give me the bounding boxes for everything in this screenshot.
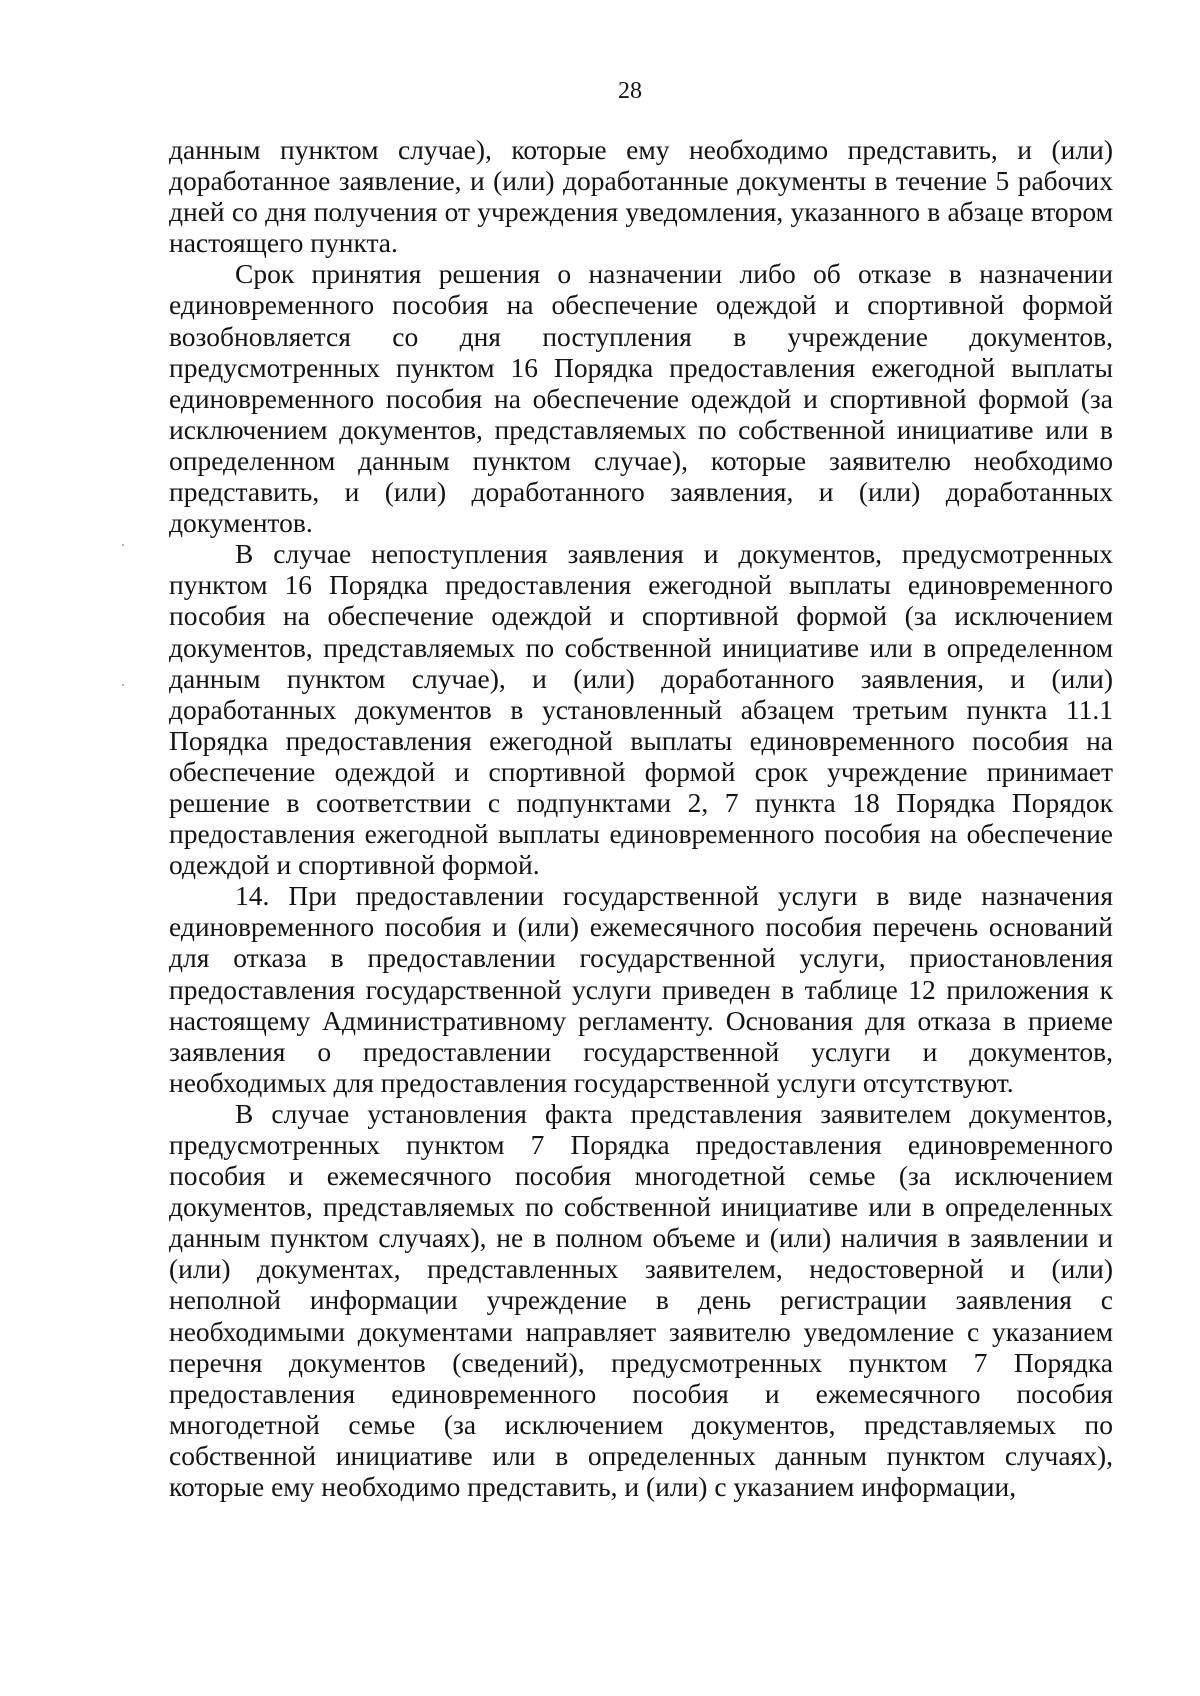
scan-dust-mark [122,544,124,546]
document-body [169,134,1113,1502]
scan-dust-mark [122,684,124,686]
page-number: 28 [618,78,642,104]
paragraph-incomplete-documents: В случае установления факта представления заявителем документов, предусмотренных пунктом 7 Порядка предоставления единовременного пособия и ежемесячного пособия многодетной семье (за исключением документов, представляемых по собственной инициативе или в определенных данным пунктом случаях), не в полном объеме и (или) наличия в заявлении и (или) документах, представленных заявителем, недостоверной и (или) неполной информации учреждение в день регистрации заявления с необходимыми документами направляет заявителю уведомление с указанием перечня документов (сведений), предусмотренных пунктом 7 Порядка предоставления единовременного пособия и ежемесячного пособия многодетной семье (за исключением документов, представляемых по собственной инициативе или в определенных данным пунктом случаях), которые ему необходимо представить, и (или) с указанием информации, [169,1097,1113,1503]
paragraph-continuation: данным пунктом случае), которые ему необходимо представить, и (или) доработанное заявление, и (или) доработанные документы в течение 5 рабочих дней со дня получения от учреждения уведомления, указанного в абзаце втором настоящего пункта. [169,134,1113,259]
paragraph-decision-term: Срок принятия решения о назначении либо об отказе в назначении единовременного пособия на обеспечение одеждой и спортивной формой возобновляется со дня поступления в учреждение документов, предусмотренных пунктом 16 Порядка предоставления ежегодной выплаты единовременного пособия на обеспечение одеждой и спортивной формой (за исключением документов, представляемых по собственной инициативе или в определенном данным пунктом случае), которые заявителю необходимо представить, и (или) доработанного заявления, и (или) доработанных документов. [169,258,1113,539]
paragraph-item-14: 14. При предоставлении государственной услуги в виде назначения единовременного пособия и (или) ежемесячного пособия перечень оснований для отказа в предоставлении государственной услуги, приостановления предоставления государственной услуги приведен в таблице 12 приложения к настоящему Административному регламенту. Основания для отказа в приеме заявления о предоставлении государственной услуги и документов, необходимых для предоставления государственной услуги отсутствуют. [169,880,1113,1098]
paragraph-non-receipt: В случае непоступления заявления и документов, предусмотренных пунктом 16 Порядка предоставления ежегодной выплаты единовременного пособия на обеспечение одеждой и спортивной формой (за исключением документов, представляемых по собственной инициативе или в определенном данным пунктом случае), и (или) доработанного заявления, и (или) доработанных документов в установленный абзацем третьим пункта 11.1 Порядка предоставления ежегодной выплаты единовременного пособия на обеспечение одеждой и спортивной формой срок учреждение принимает решение в соответствии с подпунктами 2, 7 пункта 18 Порядка Порядок предоставления ежегодной выплаты единовременного пособия на обеспечение одеждой и спортивной формой. [169,538,1113,881]
